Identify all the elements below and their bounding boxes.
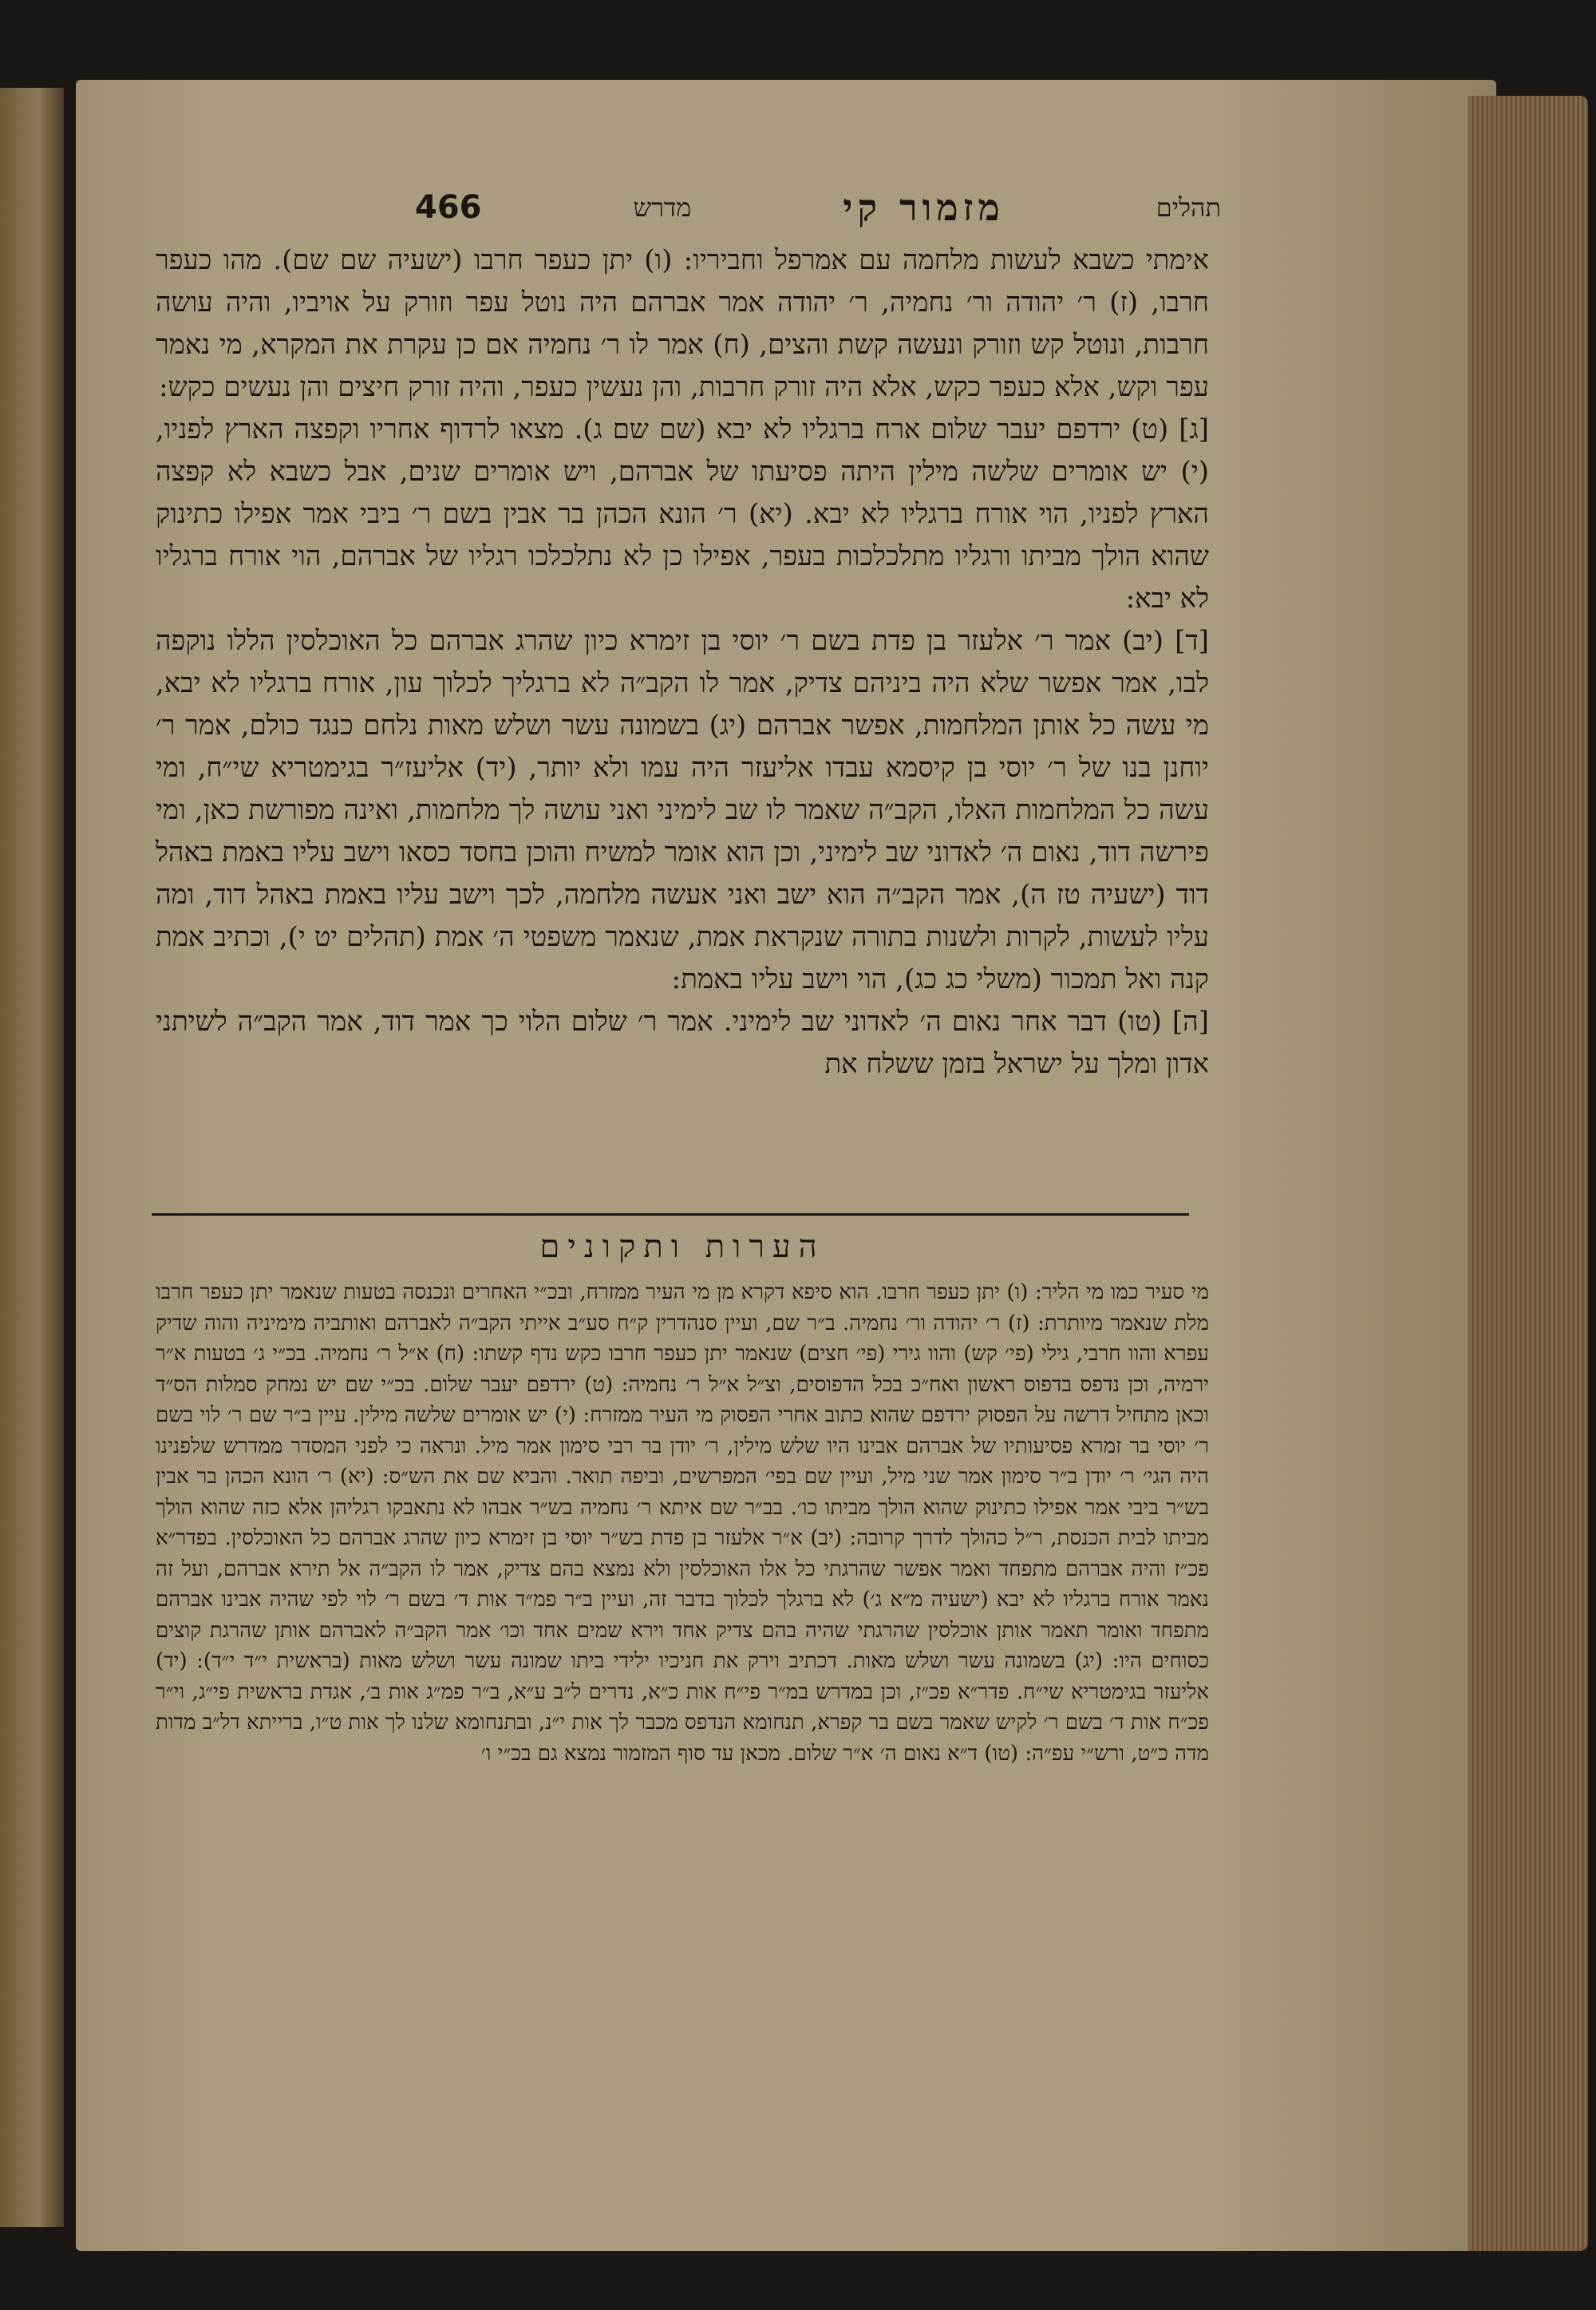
notes-text [156, 1277, 1209, 1769]
section-divider [152, 1213, 1189, 1216]
header-title: מזמור קי [843, 186, 1005, 229]
page-number: 466 [415, 189, 482, 226]
notes-title: הערות ותקונים [539, 1228, 825, 1265]
paragraph-4: [ה] (טו) דבר אחר נאום ה׳ לאדוני שב לימיני. אמר ר׳ שלום הלוי כך אמר דוד, אמר הקב״ה לשיתני אדון ומלך על ישראל בזמן ששלח את [156, 1006, 1209, 1080]
page-block-edge [1468, 96, 1588, 2251]
paragraph-2: [ג] (ט) ירדפם יעבר שלום ארח ברגליו לא יבא (שם שם ג). מצאו לרדוף אחריו וקפצה הארץ לפניו, (י) יש אומרים שלשה מילין היתה פסיעתו של אברהם, ויש אומרים שנים, אבל כשבא לא קפצה הארץ לפניו, הוי אורח ברגליו לא יבא. (יא) ר׳ הונא הכהן בר אבין בשם ר׳ ביבי אמר אפילו כתינוק שהוא הולך מביתו ורגליו מתלכלכות בעפר, אפילו כן לא נתלכלכו רגליו של אברהם, הוי אורח ברגליו לא יבא: [156, 413, 1209, 615]
paragraph-3: [ד] (יב) אמר ר׳ אלעזר בן פדת בשם ר׳ יוסי בן זימרא כיון שהרג אברהם כל האוכלסין הללו נוקפה לבו, אמר אפשר שלא היה ביניהם צדיק, אמר לו הקב״ה לא ברגליך לכלוך עון, אורח ברגליו לא יבא, מי עשה כל אותן המלחמות, אפשר אברהם (יג) בשמונה עשר ושלש מאות נלחם כנגד כולם, אמר ר׳ יוחנן בנו של ר׳ יוסי בן קיסמא עבדו אליעזר היה עמו ולא יותר, (יד) אליעז״ר בגימטריא שי״ח, ומי עשה כל המלחמות האלו, הקב״ה שאמר לו שב לימיני ואני עושה לך מלחמות, ואינה מפורשת כאן, ומי פירשה דוד, נאום ה׳ לאדוני שב לימיני, וכן הוא אומר למשיח והוכן בחסד כסאו וישב עליו באמת באהל דוד (ישעיה טז ה), אמר הקב״ה הוא ישב ואני אעשה מלחמה, לכך וישב עליו באמת באהל דוד, ומה עליו לעשות, לקרות ולשנות בתורה שנקראת אמת, שנאמר משפטי ה׳ אמת (תהלים יט י), וכתיב אמת קנה ואל תמכור (משלי כג כג), הוי וישב עליו באמת: [156, 625, 1209, 995]
main-text [156, 239, 1209, 1086]
header-left-word: מדרש [633, 192, 692, 223]
notes-paragraph: מי סעיר כמו מי הליר: (ו) יתן כעפר חרבו. הוא סיפא דקרא מן מי העיר ממזרח, ובכ״י האחרים ונכנסה בטעות שנאמר יתן כעפר חרבו מלת שנאמר מיותרת: (ז) ר׳ יהודה ור׳ נחמיה. ב״ר שם, ועיין סנהדרין ק״ח סע״ב אייתי הקב״ה לאברהם ואותביה מימיניה והוה שדיק עפרא והוו חרבי, גילי (פי׳ קש) והוו גירי (פי׳ חצים) שנאמר יתן כעפר חרבו כקש נדף קשתו: (ח) א״ל ר׳ נחמיה. בכ״י ג׳ בטעות א״ר ירמיה, וכן נדפס בדפוס ראשון ואח״כ בכל הדפוסים, וצ״ל א״ל ר׳ נחמיה: (ט) ירדפם יעבר שלום. בכ״י שם יש נמחק סמלות הס״ד וכאן מתחיל דרשה על הפסוק ירדפם שהוא כתוב אחרי הפסוק מי העיר ממזרח: (י) יש אומרים שלשה מילין. עיין ב״ר שם ר׳ לוי בשם ר׳ יוסי בר זמרא פסיעותיו של אברהם אבינו היו שלש מילין, ר׳ יודן בר רבי סימון אמר מיל. ונראה כי לפני המסדר ממדרש שלפנינו היה הגי׳ ר׳ יודן ב״ר סימון אמר שני מיל, ועיין שם בפי׳ המפרשים, וביפה תואר. והביא שם את הש״ס: (יא) ר׳ הונא הכהן בר אבין בש״ר ביבי אמר אפילו כתינוק שהוא הולך מביתו כו׳. בב״ר שם איתא ר׳ נחמיה בש״ר אבהו לא נתאבקו רגליהן אלא כזה שהוא הולך מביתו לבית הכנסת, ר״ל כהולך לדרך קרובה: (יב) א״ר אלעזר בן פדת בש״ר יוסי בן זימרא כיון שהרג אברהם כל האוכלסין. בפדר״א פכ״ז והיה אברהם מתפחד ואמר אפשר שהרגתי כל אלו האוכלסין ולא נמצא בהם צדיק, אמר לו הקב״ה אל תירא אברהם, ועל זה נאמר אורח ברגליו לא יבא (ישעיה מ״א ג׳) לא ברגלך לכלוך בדבר זה, ועיין ב״ר פמ״ד אות ד׳ בשם ר׳ לוי לפי שהיה אבינו אברהם מתפחד ואומר תאמר אותן אוכלסין שהרגתי שהיה בהם צדיק אחד וירא שמים אחד וכו׳ אמר הקב״ה לאברהם אותן שהרגת קוצים כסוחים היו: (יג) בשמונה עשר ושלש מאות. דכתיב וירק את חניכיו ילידי ביתו שמונה עשר ושלש מאות (בראשית י״ד י״ד): (יד) אליעזר בגימטריא שי״ח. פדר״א פכ״ז, וכן במדרש במ״ר פי״ח אות כ״א, נדרים ל״ב ע״א, ב״ר פמ״ג אות ב׳, אגדת בראשית פי״ג, וי״ר פכ״ח אות ד׳ בשם ר׳ לקיש שאמר בשם בר קפרא, תנחומא הנדפס מכבר לך אות י״נ, ובתנחומא שלנו לך אות ט״ו, ברייתא דל״ב מדות מדה כ״ט, ורש״י עפ״ה: (טו) ד״א נאום ה׳ א״ר שלום. מכאן עד סוף המזמור נמצא גם בכ״י ו׳ [156, 1280, 1209, 1766]
header-right-word: תהלים [1156, 192, 1221, 223]
running-header [415, 180, 1221, 235]
facing-page-edge [0, 88, 64, 2227]
paragraph-1: אימתי כשבא לעשות מלחמה עם אמרפל וחביריו: (ו) יתן כעפר חרבו (ישעיה שם שם). מהו כעפר חרבו, (ז) ר׳ יהודה ור׳ נחמיה, ר׳ יהודה אמר אברהם היה נוטל עפר וזורק על אויביו, והיה עושה חרבות, ונוטל קש וזורק ונעשה קשת והצים, (ח) אמר לו ר׳ נחמיה אם כן עקרת את המקרא, מי נאמר עפר וקש, אלא כעפר כקש, אלא היה זורק חרבות, והן נעשין כעפר, והיה זורק חיצים והן נעשים כקש: [156, 244, 1209, 403]
